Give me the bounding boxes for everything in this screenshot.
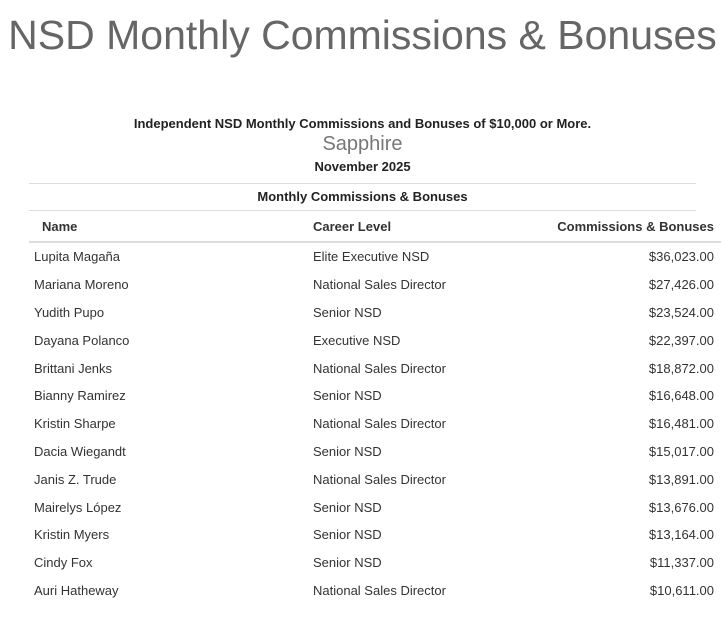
cell-amount: $18,872.00	[648, 360, 714, 376]
cell-career-level: Senior NSD	[313, 388, 382, 404]
tier-label: Sapphire	[322, 133, 403, 155]
cell-career-level: Senior NSD	[313, 555, 382, 571]
cell-name: Dacia Wiegandt	[34, 443, 126, 459]
column-header-name: Name	[29, 211, 308, 242]
table-row	[29, 382, 721, 410]
cell-name: Mairelys López	[34, 499, 122, 515]
table-row	[29, 242, 721, 271]
cell-amount: $36,023.00	[648, 249, 714, 265]
cell-career-level: Senior NSD	[313, 499, 382, 515]
cell-career-level: National Sales Director	[313, 416, 446, 432]
cell-amount: $13,676.00	[648, 499, 714, 515]
cell-amount: $10,611.00	[649, 582, 714, 598]
commissions-table	[29, 211, 721, 604]
cell-career-level: Senior NSD	[313, 527, 382, 543]
cell-name: Bianny Ramirez	[34, 388, 126, 404]
cell-amount: $13,891.00	[648, 471, 714, 487]
cell-name: Lupita Magaña	[34, 249, 121, 265]
cell-name: Cindy Fox	[34, 555, 93, 571]
cell-amount: $16,481.00	[648, 416, 714, 432]
cell-career-level: Senior NSD	[313, 304, 382, 320]
table-row	[29, 438, 721, 466]
cell-career-level: Elite Executive NSD	[313, 249, 430, 265]
table-row	[29, 577, 721, 605]
cell-name: Auri Hatheway	[34, 582, 119, 598]
cell-amount: $11,337.00	[649, 555, 714, 571]
cell-name: Kristin Myers	[34, 527, 110, 543]
cell-name: Yudith Pupo	[34, 304, 105, 320]
page-title: NSD Monthly Commissions & Bonuses	[8, 12, 717, 58]
period-label: November 2025	[314, 159, 411, 174]
cell-amount: $27,426.00	[648, 277, 714, 293]
page-subtitle: Independent NSD Monthly Commissions and Bonuses of $10,000 or More.	[133, 116, 592, 131]
cell-career-level: National Sales Director	[313, 471, 446, 487]
table-row	[29, 465, 721, 493]
cell-career-level: National Sales Director	[313, 582, 446, 598]
column-header-commissions: Commissions & Bonuses	[543, 211, 721, 242]
column-header-career-level: Career Level	[308, 211, 543, 242]
table-row	[29, 549, 721, 577]
commissions-table-section	[29, 183, 714, 604]
cell-career-level: National Sales Director	[313, 360, 446, 376]
cell-name: Mariana Moreno	[34, 277, 129, 293]
cell-career-level: Executive NSD	[313, 332, 401, 348]
cell-career-level: Senior NSD	[313, 443, 382, 459]
cell-name: Janis Z. Trude	[34, 471, 117, 487]
table-body	[29, 242, 721, 604]
table-row	[29, 521, 721, 549]
table-caption: Monthly Commissions & Bonuses	[29, 183, 696, 211]
cell-amount: $22,397.00	[648, 332, 714, 348]
cell-career-level: National Sales Director	[313, 277, 446, 293]
cell-amount: $16,648.00	[648, 388, 714, 404]
table-row	[29, 354, 721, 382]
table-row	[29, 271, 721, 299]
cell-name: Brittani Jenks	[34, 360, 113, 376]
cell-amount: $23,524.00	[648, 304, 714, 320]
table-header-row	[29, 211, 721, 242]
cell-name: Dayana Polanco	[34, 332, 130, 348]
table-row	[29, 410, 721, 438]
table-row	[29, 299, 721, 327]
table-row	[29, 493, 721, 521]
cell-name: Kristin Sharpe	[34, 416, 116, 432]
cell-amount: $15,017.00	[648, 443, 714, 459]
table-row	[29, 326, 721, 354]
cell-amount: $13,164.00	[648, 527, 714, 543]
